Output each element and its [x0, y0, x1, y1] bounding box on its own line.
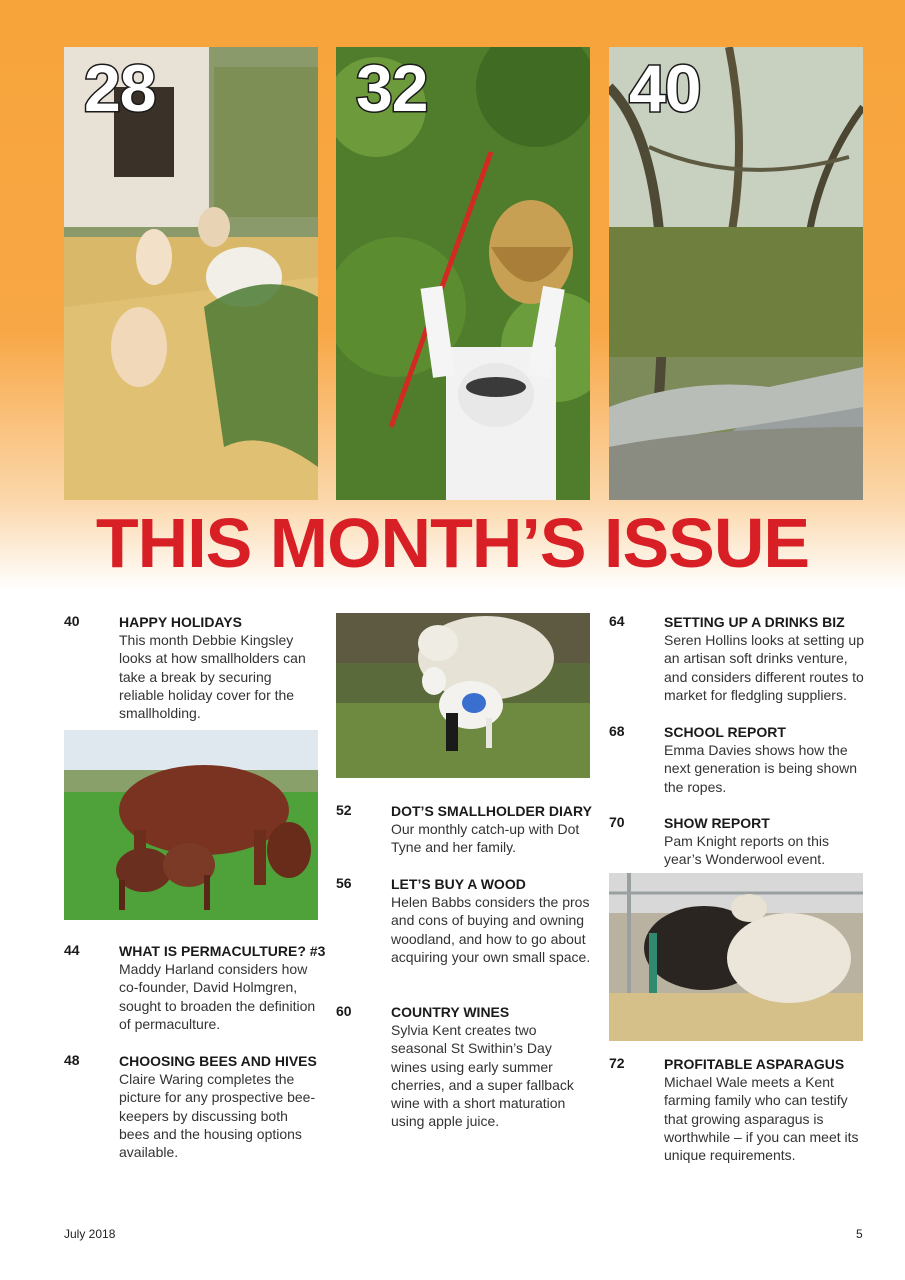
entry-page-number: 72 [609, 1055, 625, 1071]
entry-description: Maddy Harland considers how co-founder, David Holmgren, sought to broaden the definition of permaculture. [119, 961, 316, 1032]
contents-entry[interactable] [336, 802, 598, 857]
entry-page-number: 70 [609, 814, 625, 830]
entry-page-number: 40 [64, 613, 80, 629]
entry-title: SETTING UP A DRINKS BIZ [664, 614, 845, 630]
contents-entry[interactable] [64, 942, 326, 1033]
entry-description: Our monthly catch-up with Dot Tyne and her family. [391, 821, 580, 856]
entry-description: Sylvia Kent creates two seasonal St Swithin’s Day wines using early summer cherries, and a super fallback wine with a short maturation using apple juice. [391, 1022, 574, 1130]
entry-page-number: 44 [64, 942, 80, 958]
hero-photo-beekeeper[interactable] [336, 47, 590, 500]
contents-entry[interactable] [64, 1052, 326, 1161]
footer-page-number: 5 [856, 1227, 863, 1241]
hero-page-number: 40 [629, 51, 701, 125]
entry-page-number: 52 [336, 802, 352, 818]
entry-title: COUNTRY WINES [391, 1004, 510, 1020]
page-title: THIS MONTH’S ISSUE [95, 504, 810, 582]
entry-title: SCHOOL REPORT [664, 724, 786, 740]
entry-description: Emma Davies shows how the next generation is being shown the ropes. [664, 742, 858, 795]
photo-sheep-lamb[interactable] [336, 613, 590, 778]
hero-page-number: 28 [84, 51, 156, 125]
entry-title: SHOW REPORT [664, 815, 770, 831]
hero-photo-woodland[interactable] [609, 47, 863, 500]
entry-description: This month Debbie Kingsley looks at how smallholders can take a break by securing reliable holiday cover for the smallholding. [119, 632, 306, 722]
entry-page-number: 64 [609, 613, 625, 629]
entry-page-number: 68 [609, 723, 625, 739]
entry-title: DOT’S SMALLHOLDER DIARY [391, 803, 592, 819]
contents-entry[interactable] [609, 723, 871, 796]
contents-entry[interactable] [336, 1003, 598, 1131]
entry-description: Helen Babbs considers the pros and cons of buying and owning woodland, and how to go about acquiring your own small space. [391, 894, 591, 965]
entry-description: Claire Waring completes the picture for any prospective bee-keepers by discussing both bees and the housing options available. [119, 1071, 316, 1161]
contents-entry[interactable] [609, 814, 871, 869]
contents-entry[interactable] [64, 613, 326, 722]
entry-page-number: 60 [336, 1003, 352, 1019]
hero-photo-chickens[interactable] [64, 47, 318, 500]
contents-entry[interactable] [609, 1055, 871, 1164]
entry-description: Michael Wale meets a Kent farming family who can testify that growing asparagus is worthwhile – if you can meet its unique requirements. [664, 1074, 859, 1164]
entry-title: WHAT IS PERMACULTURE? #3 [119, 943, 326, 959]
entry-description: Seren Hollins looks at setting up an artisan soft drinks venture, and considers different routes to market for fledgling suppliers. [664, 632, 864, 703]
contents-entry[interactable] [336, 875, 598, 966]
entry-description: Pam Knight reports on this year’s Wonderwool event. [664, 833, 829, 868]
photo-wool-sheep[interactable] [609, 873, 863, 1041]
entry-title: PROFITABLE ASPARAGUS [664, 1056, 845, 1072]
contents-entry[interactable] [609, 613, 871, 704]
photo-cattle[interactable] [64, 730, 318, 920]
hero-page-number: 32 [356, 51, 428, 125]
entry-page-number: 48 [64, 1052, 80, 1068]
entry-page-number: 56 [336, 875, 352, 891]
entry-title: LET’S BUY A WOOD [391, 876, 526, 892]
entry-title: CHOOSING BEES AND HIVES [119, 1053, 317, 1069]
footer-date: July 2018 [64, 1227, 116, 1241]
entry-title: HAPPY HOLIDAYS [119, 614, 242, 630]
